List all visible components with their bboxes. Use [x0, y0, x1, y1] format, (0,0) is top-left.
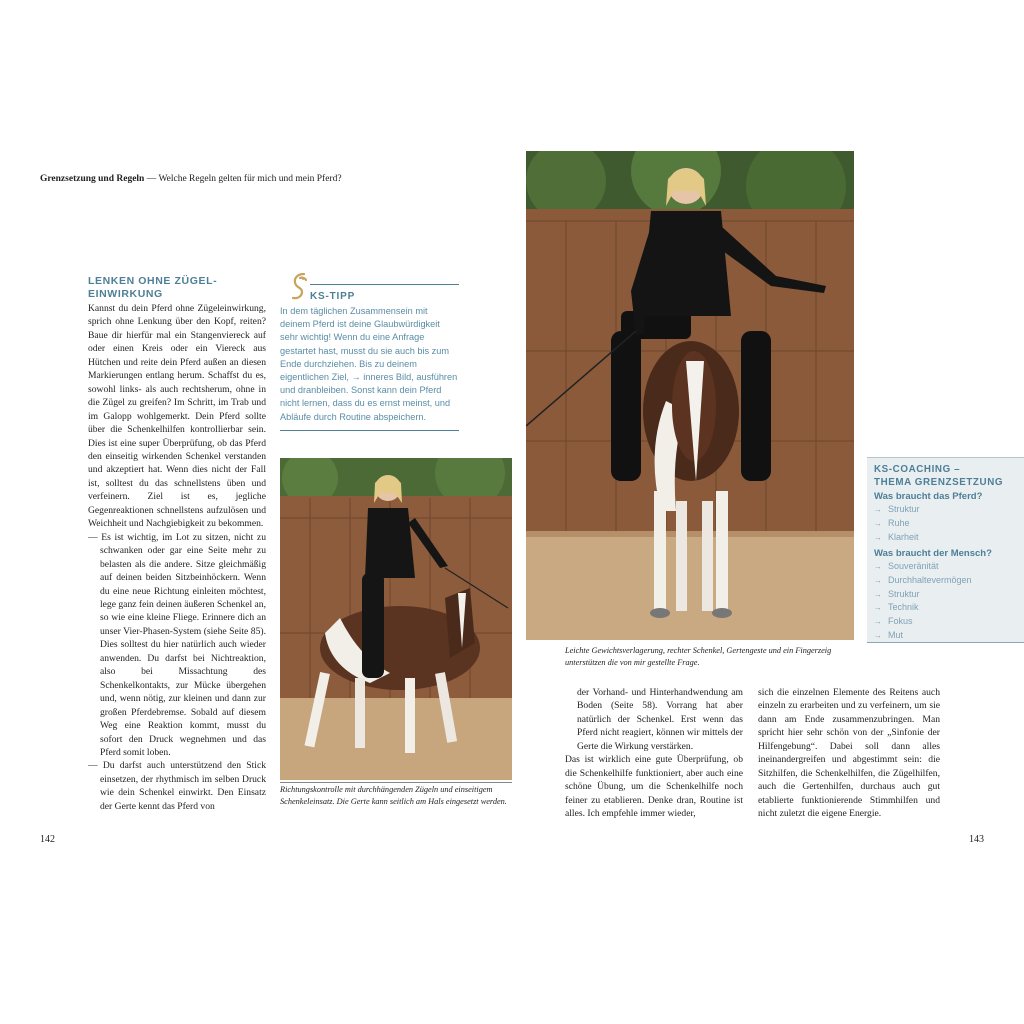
list-item: → Technik	[874, 601, 972, 615]
running-head	[40, 174, 342, 184]
list-item: → Struktur	[874, 503, 920, 517]
coaching-question-human: Was braucht der Mensch?	[874, 548, 992, 559]
coaching-title	[874, 464, 1003, 489]
list-item: → Struktur	[874, 588, 972, 602]
page-number-left: 142	[40, 834, 55, 845]
section-heading-line1: LENKEN OHNE ZÜGEL-	[88, 275, 218, 287]
paragraph: Das ist wirklich eine gute Überprüfung, ob die Schenkelhilfe funktioniert, aber auch eine schöne Übung, um die Schenkelhilfe noch feiner zu etablieren. Denke dran, Routine ist alles. Ich empfehle immer wieder,	[565, 754, 743, 820]
body-column-3	[565, 686, 743, 821]
paragraph: Kannst du dein Pferd ohne Zügeleinwirkung, sprich ohne Lenkung über den Kopf, reiten? Baue dir hierfür mal ein Stangenviereck auf oder einen Kreis oder ein Viereck aus Hütchen und reite dein Pferd außen an diesen Markierungen entlang herum. Schaffst du es, sowohl links- als auch rechtsherum, ohne in die Zügel zu greifen? Im Schritt, im Trab und im Galopp wohlgemerkt. Dein Pferd sollte über die Schenkelhilfen kontrollierbar sein. Dies ist eine super Überprüfung, ob das Pferd den einseitig wirkenden Schenkel verstanden und akzeptiert hat. Wenn dies nicht der Fall ist, solltest du das schnellstens üben und verfeinern. Ziel ist es, jegliche Gegenreaktionen schnellstens aufzulösen und Weichheit und Nachgiebigkeit zu bekommen.	[88, 303, 266, 530]
bullet-paragraph: — Du darfst auch unterstützend den Stick einsetzen, der rhythmisch im selben Druck wie dein Schenkel einwirkt. Den Einsatz der Gerte kennt das Pferd von	[88, 760, 266, 812]
photo-rider-pointing	[526, 151, 854, 640]
section-heading	[88, 275, 238, 301]
caption-left-photo: Richtungskontrolle mit durchhängenden Zügeln und einseitigem Schenkeleinsatz. Die Gerte kann seitlich am Hals eingesetzt werden.	[280, 785, 507, 807]
coaching-top-rule	[867, 457, 1024, 458]
tip-text: In dem täglichen Zusammensein mit deinem Pferd ist deine Glaubwürdigkeit sehr wichtig! Wenn du eine Anfrage gestartet hast, musst du sie auch bis zum Ende durchziehen. Bis zu deinem eigentlichen Ziel, → inneres Bild, ausführen und dranbleiben. Sonst kann dein Pferd nicht lernen, dass du es ernst meinst, und Abläufe durch Routine abspeichern.	[280, 306, 458, 422]
running-head-chapter: Grenzsetzung und Regeln	[40, 174, 145, 184]
body-column-4	[758, 686, 940, 821]
paragraph: sich die einzelnen Elemente des Reitens auch einzeln zu erarbeiten und zu verfeinern, um sie dann am Ende zusammenzubringen. Man spricht hier sehr schön von der „Sinfonie der Hilfengebung“. Dabei soll dann alles ineinandergreifen und abgestimmt sein: die Sitzhilfen, die Schenkelhilfen, die Zügelhilfen, auch die Gertenhilfen, durchaus auch gut etablierte funktionierende Stimmhilfen und nicht zuletzt die eigene Energie.	[758, 687, 940, 820]
list-item: → Durchhaltevermögen	[874, 574, 972, 588]
body-column-1	[88, 302, 266, 813]
running-head-dash: —	[144, 174, 159, 184]
caption-rule	[280, 782, 512, 783]
section-heading-line2: EINWIRKUNG	[88, 288, 163, 300]
ks-horse-logo-icon	[288, 272, 312, 304]
bullet-paragraph: — Es ist wichtig, im Lot zu sitzen, nicht zu schwanken oder gar eine Seite mehr zu belasten als die andere. Sitze gleichmäßig auf deinen beiden Sitzbeinhöckern. Wenn du eine neue Richtung einleiten möchtest, lege ganz fein deinen äußeren Schenkel an, so wie eine kleine Fliege. Erinnere dich an unser Vier-Phasen-System (siehe Seite 85). Dies solltest du hier natürlich auch wieder anwenden. Du darfst bei Nichtreaktion, also bei Missachtung des Schenkelkontakts, zur Mücke übergehen und, wenn nötig, zur kleinen und dann zur großen Pferdebremse. Sobald auf diesem Weg eine Reaktion kommt, musst du sofort den Druck wegnehmen und das Pferd somit loben.	[88, 531, 266, 758]
coaching-bottom-rule	[867, 642, 1024, 643]
list-item: → Ruhe	[874, 517, 920, 531]
paragraph: der Vorhand- und Hinterhandwendung am Boden (Seite 58). Vorrang hat aber natürlich der Schenkel. Erst wenn das Pferd nicht reagiert, können wir mittels der Gerte die Wirkung verstärken.	[577, 687, 743, 752]
tip-box	[280, 272, 459, 432]
coaching-list-horse	[874, 503, 920, 544]
list-item: → Souveränität	[874, 560, 972, 574]
tip-top-rule	[310, 284, 459, 285]
list-item: → Mut	[874, 629, 972, 643]
coaching-list-human	[874, 560, 972, 643]
coaching-question-horse: Was braucht das Pferd?	[874, 491, 983, 502]
tip-label: KS-TIPP	[310, 291, 356, 302]
caption-right-photo: Leichte Gewichtsverlagerung, rechter Schenkel, Gertengeste und ein Fingerzeig unterstützen die von mir gestellte Frage.	[565, 646, 832, 668]
running-head-subtitle: Welche Regeln gelten für mich und mein Pferd?	[158, 174, 342, 184]
coaching-box	[867, 457, 1024, 643]
tip-bottom-rule	[280, 430, 459, 431]
photo-rider-direction-control	[280, 458, 512, 780]
coaching-title-line1: KS-COACHING –	[874, 464, 961, 475]
list-item: → Fokus	[874, 615, 972, 629]
list-item: → Klarheit	[874, 531, 920, 545]
page-number-right: 143	[969, 834, 984, 845]
coaching-title-line2: THEMA GRENZSETZUNG	[874, 476, 1004, 488]
